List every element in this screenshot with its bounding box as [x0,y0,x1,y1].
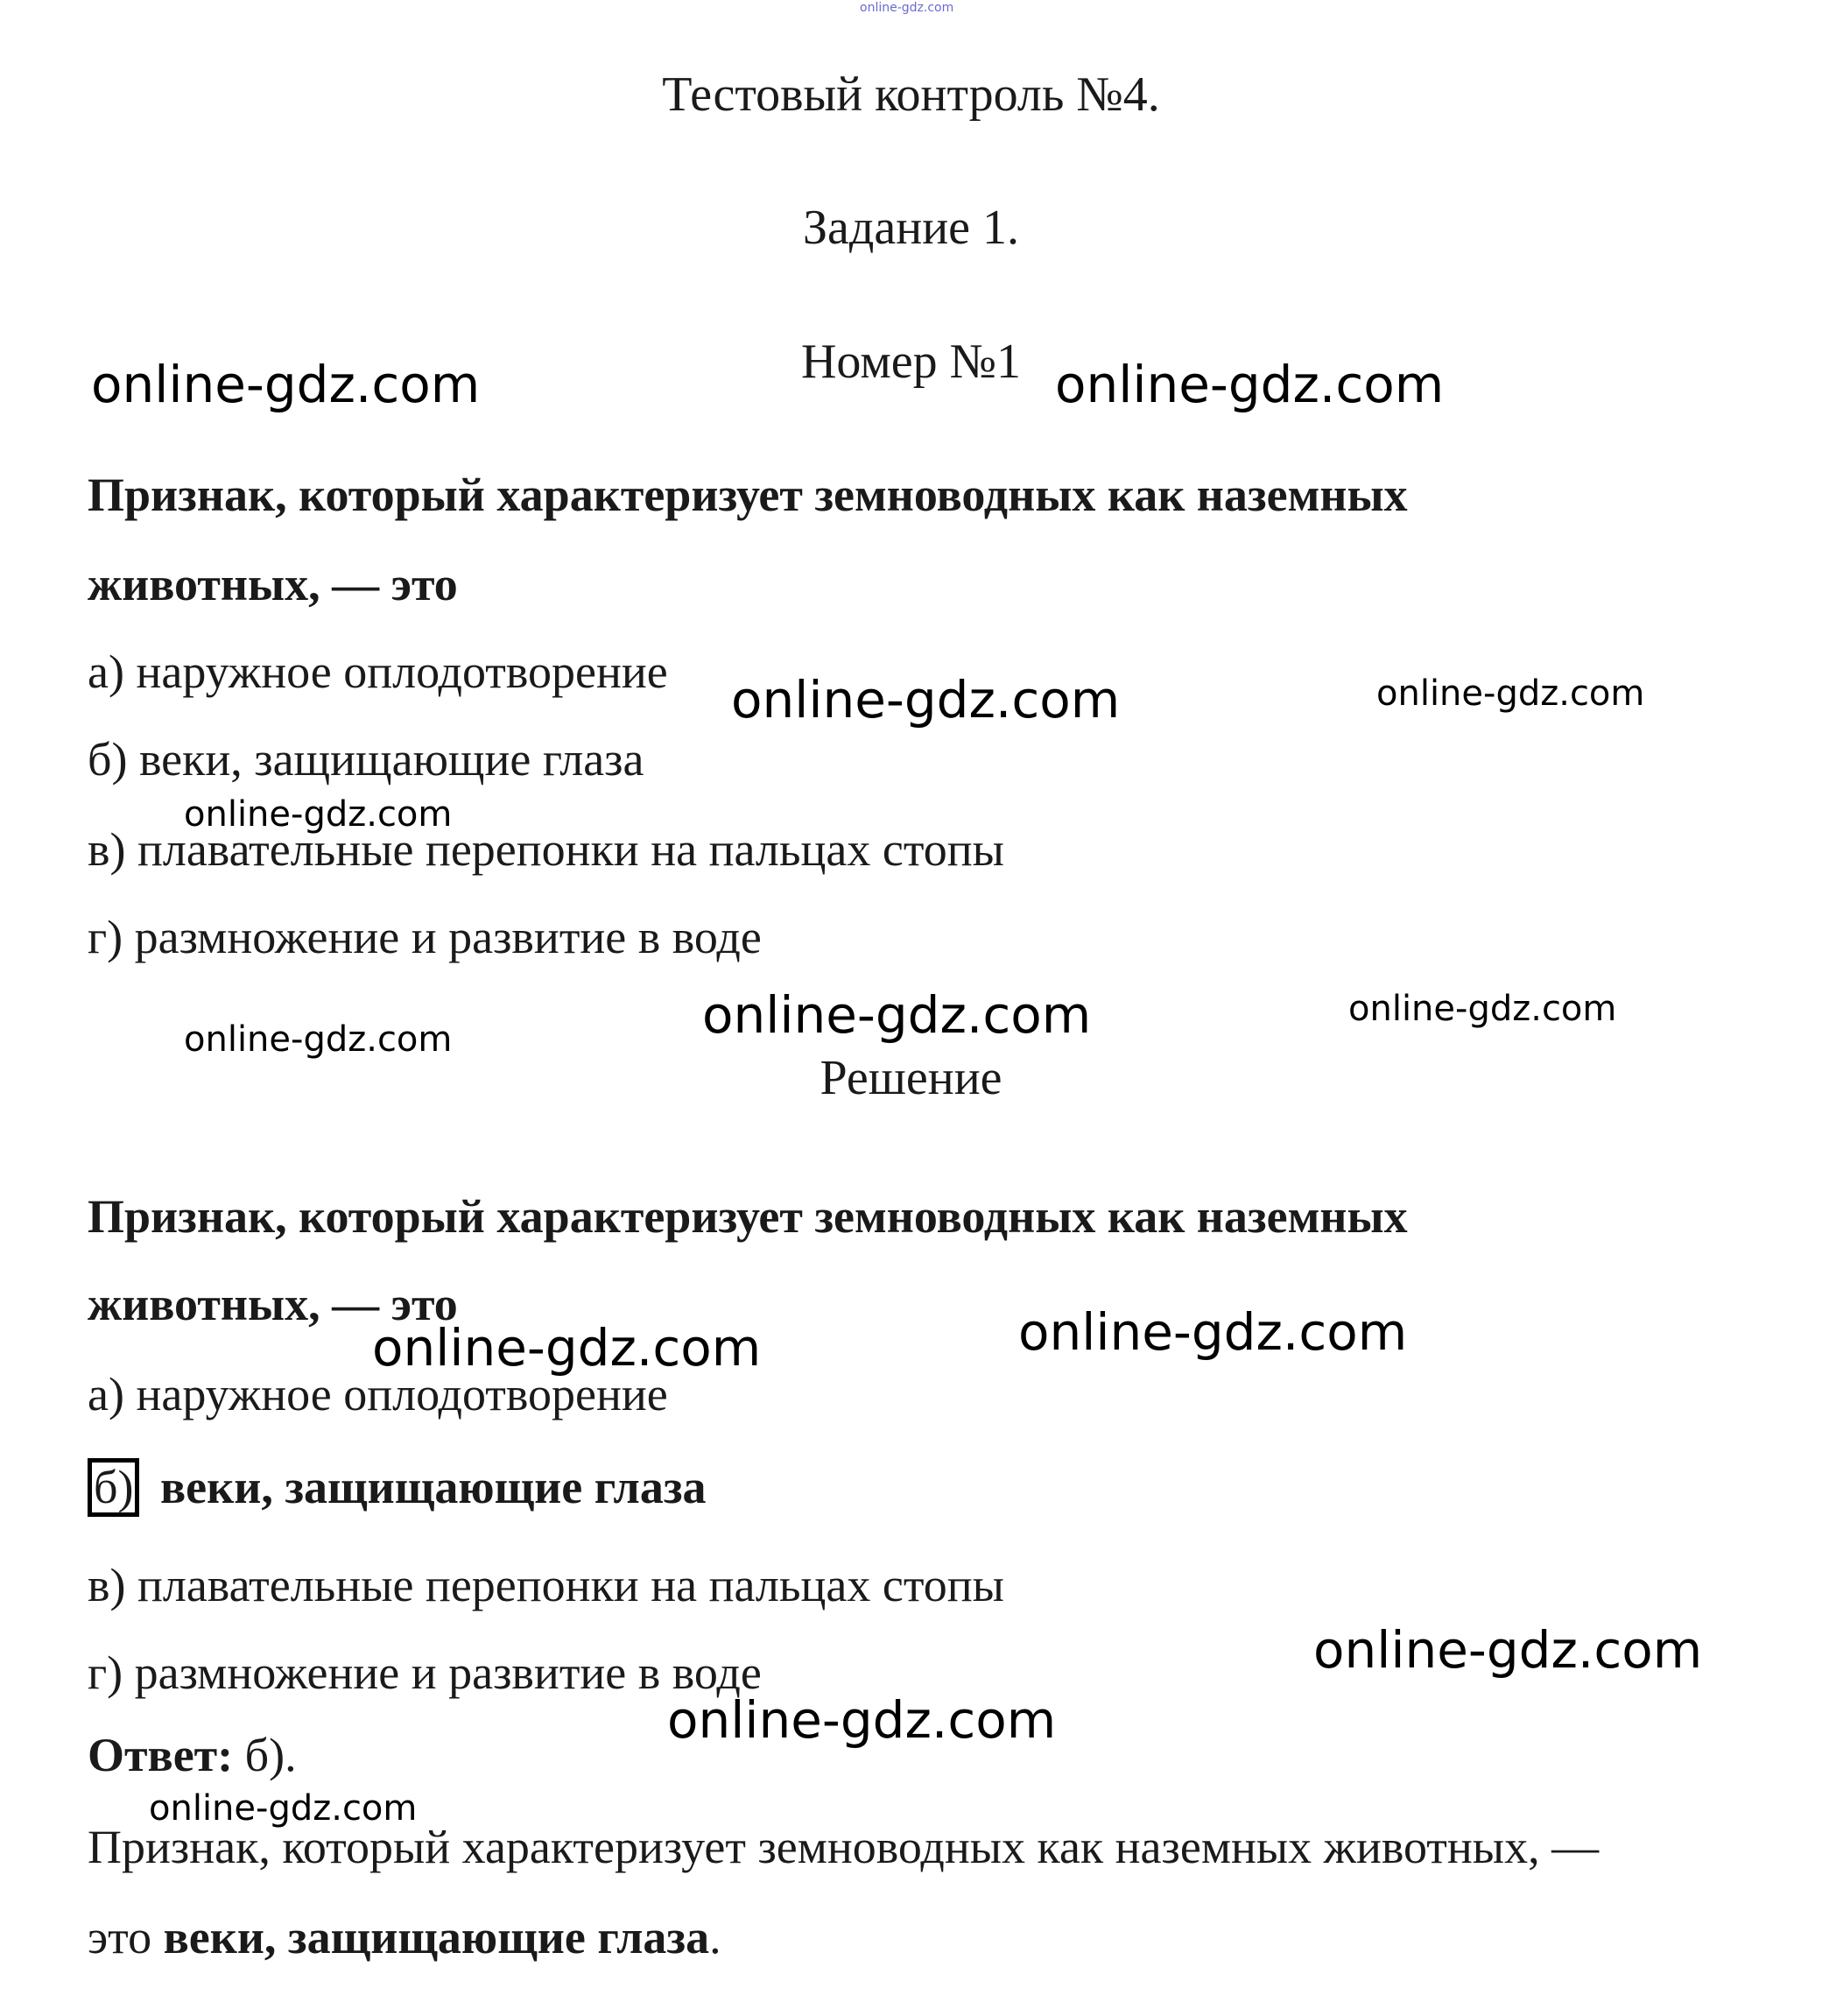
answer-label: Ответ: [88,1729,234,1781]
answer-value: б). [233,1729,297,1781]
solution-option-d: г) размножение и развитие в воде [88,1646,762,1699]
watermark: online-gdz.com [1313,1620,1703,1680]
watermark: online-gdz.com [91,355,481,414]
watermark: online-gdz.com [1348,989,1617,1029]
question-line-1: Признак, который характеризует земноводных как наземных [88,469,1408,521]
selected-answer-box: б) [88,1458,139,1517]
option-a: а) наружное оплодотворение [88,645,668,698]
watermark: online-gdz.com [149,1788,418,1829]
explanation-line-1: Признак, который характеризует земноводных как наземных животных, — [88,1821,1600,1873]
solution-line-1: Признак, который характеризует земноводных как наземных [88,1190,1408,1243]
explanation-bold: веки, защищающие глаза [163,1911,710,1963]
watermark: online-gdz.com [702,985,1092,1045]
watermark-top: online-gdz.com [860,1,954,15]
solution-line-2: животных, — это [88,1278,458,1330]
question-line-2: животных, — это [88,558,458,610]
option-b: б) веки, защищающие глаза [88,733,644,786]
watermark: online-gdz.com [1018,1302,1408,1362]
question-number: Номер №1 [800,335,1022,389]
solution-option-c: в) плавательные перепонки на пальцах стопы [88,1559,1004,1611]
task-heading: Задание 1. [802,201,1020,255]
watermark: online-gdz.com [667,1690,1057,1750]
watermark: online-gdz.com [184,1019,453,1060]
watermark: online-gdz.com [731,670,1121,730]
explanation-line-2 [88,1911,721,1963]
answer-line [88,1731,297,1779]
watermark: online-gdz.com [1055,355,1445,414]
option-d: г) размножение и развитие в воде [88,911,762,963]
solution-option-b [88,1458,707,1517]
selected-answer-text: веки, защищающие глаза [159,1461,707,1513]
explanation-end: . [709,1911,721,1963]
watermark: online-gdz.com [372,1318,762,1378]
watermark: online-gdz.com [1376,673,1645,714]
solution-heading: Решение [820,1051,1002,1105]
solution-option-a: а) наружное оплодотворение [88,1368,668,1420]
explanation-start: это [88,1911,164,1963]
test-title: Тестовый контроль №4. [662,67,1160,122]
option-c: в) плавательные перепонки на пальцах стопы [88,823,1004,876]
watermark: online-gdz.com [184,794,453,835]
